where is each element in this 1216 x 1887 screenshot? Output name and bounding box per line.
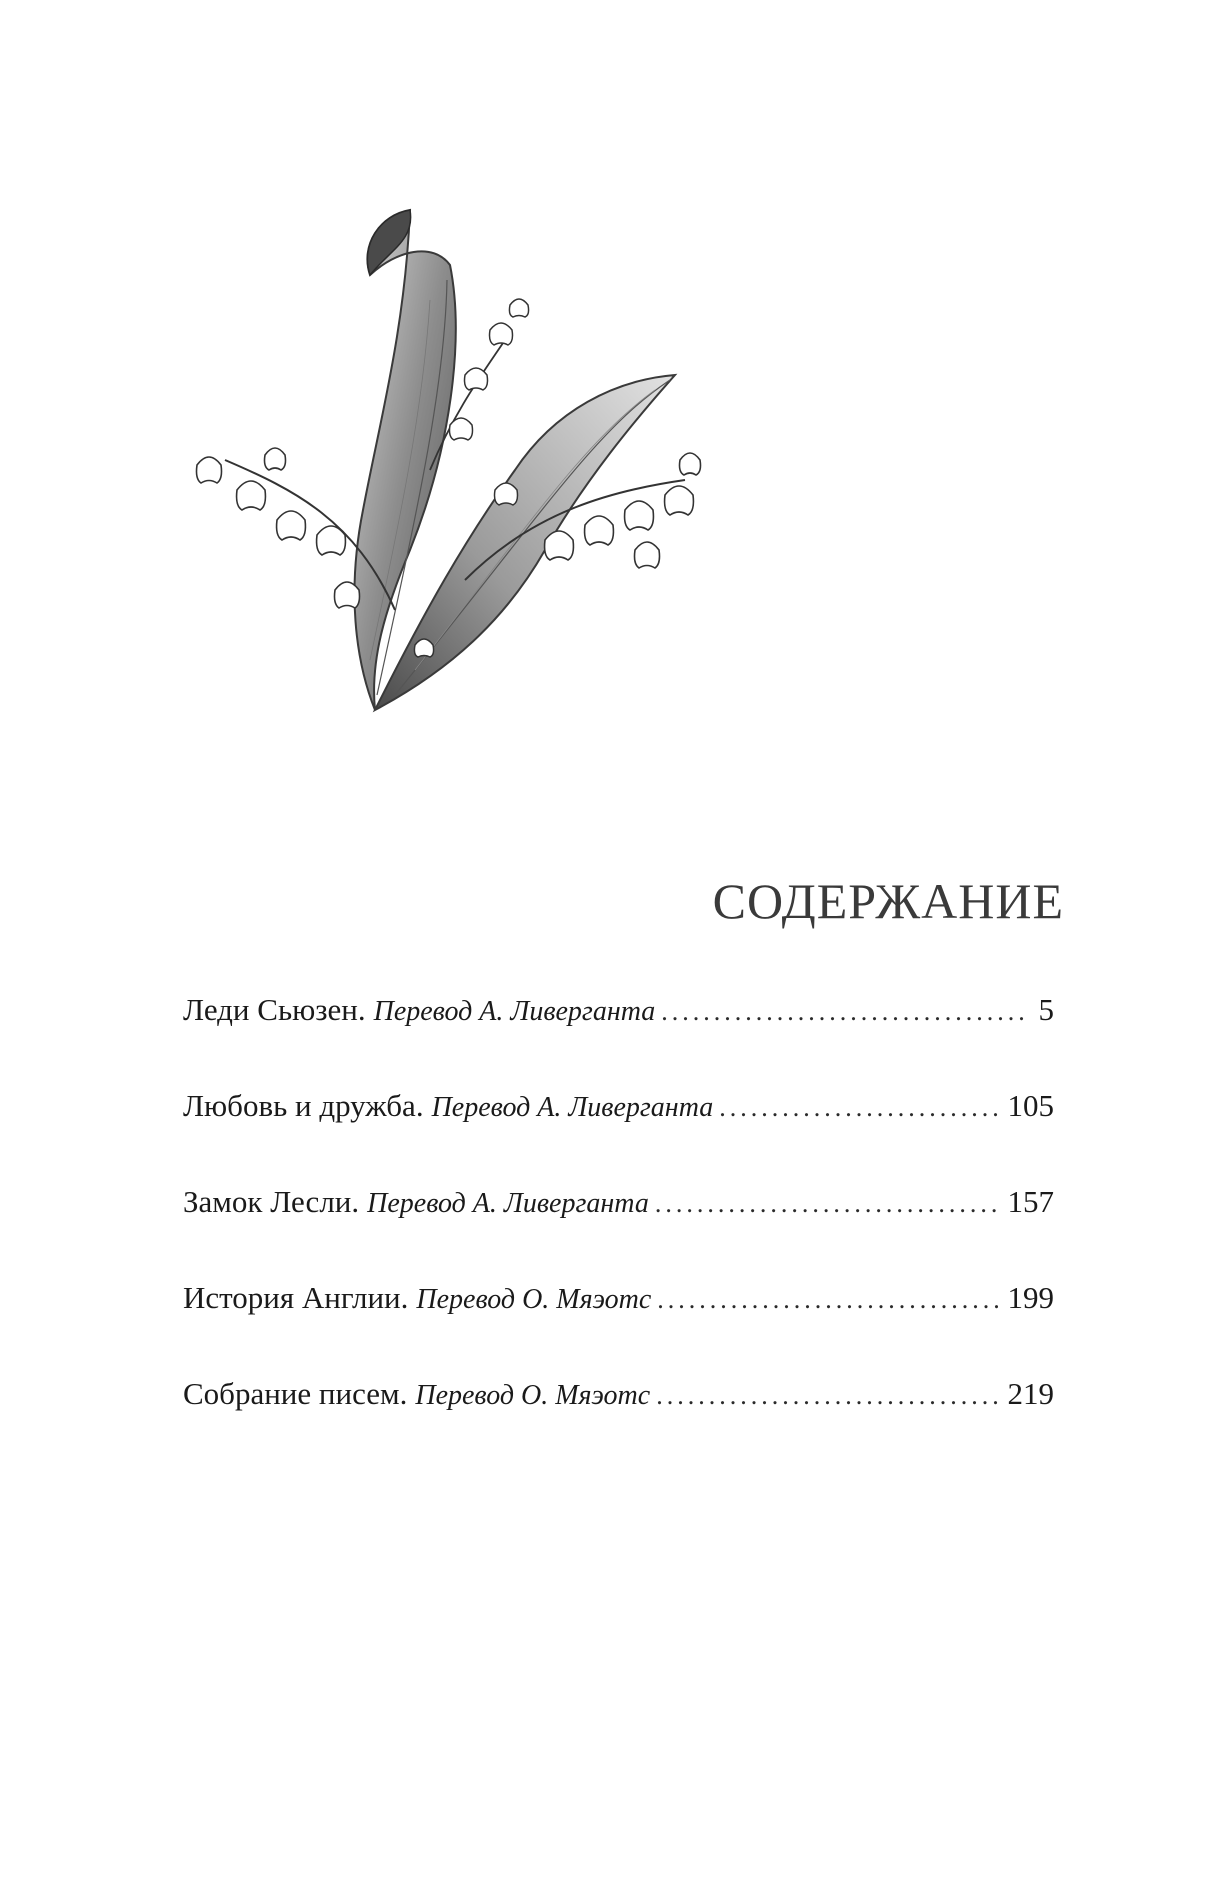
toc-entry-lesley-castle[interactable] [183, 1184, 1054, 1280]
toc-entry-translator: Перевод А. Ливерганта [431, 1092, 714, 1123]
toc-entry-title: Любовь и дружба. [183, 1088, 424, 1123]
toc-entry-title: История Англии. [183, 1280, 409, 1315]
lily-of-the-valley-illustration [165, 190, 825, 760]
toc-dot-leader [656, 1381, 997, 1411]
toc-dot-leader [719, 1093, 997, 1123]
toc-entry-title: Собрание писем. [183, 1376, 408, 1411]
toc-dot-leader [655, 1189, 998, 1219]
toc-entry-title: Замок Лесли. [183, 1184, 360, 1219]
toc-entry-translator: Перевод А. Ливерганта [373, 996, 656, 1027]
toc-entry-page: 5 [1038, 992, 1054, 1027]
toc-dot-leader [657, 1285, 997, 1315]
page-title: СОДЕРЖАНИЕ [712, 873, 1064, 929]
toc-entry-translator: Перевод О. Мяэотс [415, 1380, 651, 1411]
toc-dot-leader [661, 997, 1028, 1027]
toc-entry-page: 105 [1007, 1088, 1054, 1123]
toc-entry-title: Леди Сьюзен. [183, 992, 366, 1027]
toc-entry-translator: Перевод О. Мяэотс [416, 1284, 652, 1315]
toc-entry-collection-of-letters[interactable] [183, 1376, 1054, 1472]
toc-entry-page: 157 [1007, 1184, 1054, 1219]
lily-of-the-valley-icon [165, 190, 825, 760]
toc-entry-page: 199 [1007, 1280, 1054, 1315]
toc-entry-page: 219 [1007, 1376, 1054, 1411]
toc-entry-lady-susan[interactable] [183, 992, 1054, 1088]
toc-entry-history-of-england[interactable] [183, 1280, 1054, 1376]
toc-entry-translator: Перевод А. Ливерганта [367, 1188, 649, 1219]
table-of-contents [183, 992, 1054, 1472]
toc-entry-love-and-friendship[interactable] [183, 1088, 1054, 1184]
